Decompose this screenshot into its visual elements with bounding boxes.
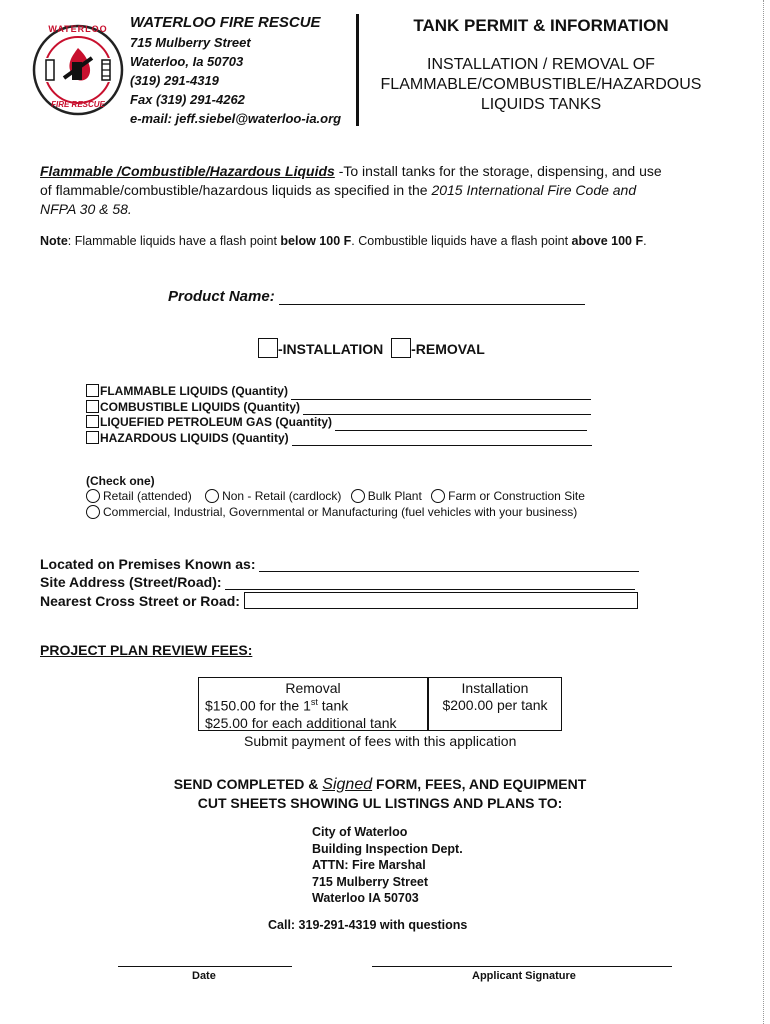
removal-first-text: $150.00 for the 1: [205, 697, 311, 714]
fee-table: [198, 677, 562, 731]
intro-paragraph: [40, 162, 730, 219]
check-one-label: (Check one): [86, 474, 155, 488]
signature-line[interactable]: [372, 966, 672, 967]
type-row: [258, 338, 485, 358]
org-street: 715 Mulberry Street: [130, 35, 251, 50]
org-city: Waterloo, Ia 50703: [130, 54, 244, 69]
page-subtitle-1: INSTALLATION / REMOVAL OF: [427, 56, 655, 73]
check-one-row-2: [86, 505, 577, 519]
org-name: WATERLOO FIRE RESCUE: [130, 14, 321, 31]
flammable-label: FLAMMABLE LIQUIDS (Quantity): [100, 384, 288, 398]
farm-label: Farm or Construction Site: [448, 489, 585, 503]
address-line: 715 Mulberry Street: [312, 874, 429, 889]
radio-bulk-plant[interactable]: [351, 489, 365, 503]
flammable-quantity-field[interactable]: [291, 389, 591, 400]
applicant-signature-label: Applicant Signature: [472, 970, 576, 982]
note-above: above 100 F: [571, 234, 644, 248]
scan-edge: [763, 0, 764, 1024]
note-label: Note: [40, 234, 68, 248]
non-retail-label: Non - Retail (cardlock): [222, 489, 342, 503]
liquids-list: [86, 384, 592, 446]
page-subtitle-2: FLAMMABLE/COMBUSTIBLE/HAZARDOUS: [380, 76, 702, 93]
install-fee: $200.00 per tank: [442, 697, 548, 713]
submit-note: Submit payment of fees with this application: [244, 733, 517, 749]
lpg-checkbox[interactable]: [86, 415, 99, 428]
intro-code-2: NFPA 30 & 58.: [40, 201, 132, 217]
page-title: TANK PERMIT & INFORMATION: [413, 16, 669, 35]
signed-word: Signed: [322, 776, 373, 793]
hazardous-label: HAZARDOUS LIQUIDS (Quantity): [100, 430, 289, 445]
logo-bottom-text: FIRE RESCUE: [51, 100, 105, 109]
premises-field[interactable]: [259, 557, 639, 572]
radio-commercial[interactable]: [86, 505, 100, 519]
retail-label: Retail (attended): [103, 489, 192, 503]
org-fax: Fax (319) 291-4262: [130, 92, 245, 107]
send-line-1: [0, 776, 760, 794]
product-name-label: Product Name:: [168, 288, 275, 305]
send-line-1-a: SEND COMPLETED &: [173, 776, 323, 792]
mailing-address: [312, 824, 463, 907]
install-title: Installation: [461, 680, 529, 696]
intro-code: 2015 International Fire Code and: [431, 182, 637, 198]
intro-text-1: -To install tanks for the storage, dispensing, and use: [334, 163, 662, 179]
fees-heading: PROJECT PLAN REVIEW FEES:: [40, 642, 253, 658]
product-name-field[interactable]: [279, 288, 585, 305]
removal-title: Removal: [285, 680, 341, 696]
removal-first-sup: st: [310, 697, 318, 707]
removal-checkbox[interactable]: [391, 338, 411, 358]
header-divider: [356, 14, 359, 126]
radio-farm[interactable]: [431, 489, 445, 503]
site-address-field[interactable]: [225, 575, 635, 590]
send-line-1-b: FORM, FEES, AND EQUIPMENT: [372, 776, 587, 792]
site-row: [40, 574, 635, 590]
removal-first-suffix: tank: [317, 697, 349, 714]
org-phone: (319) 291-4319: [130, 73, 219, 88]
note-part3: .: [643, 234, 647, 248]
cross-row: [40, 592, 638, 609]
bulk-plant-label: Bulk Plant: [367, 489, 422, 503]
date-line[interactable]: [118, 966, 292, 967]
note-part1: : Flammable liquids have a flash point: [67, 234, 281, 248]
combustible-checkbox[interactable]: [86, 400, 99, 413]
combustible-quantity-field[interactable]: [303, 404, 591, 415]
call-line: Call: 319-291-4319 with questions: [268, 918, 468, 932]
removal-first-fee: [205, 697, 348, 714]
removal-additional-fee: $25.00 for each additional tank: [205, 715, 397, 731]
address-line: Waterloo IA 50703: [312, 891, 419, 905]
radio-non-retail[interactable]: [205, 489, 219, 503]
premises-row: [40, 556, 639, 572]
note-below: below 100 F: [280, 234, 352, 248]
list-item: [86, 384, 592, 400]
page-subtitle-3: LIQUIDS TANKS: [480, 96, 602, 113]
send-line-2: CUT SHEETS SHOWING UL LISTINGS AND PLANS TO:: [197, 795, 563, 811]
intro-text-2: of flammable/combustible/hazardous liquids as specified in the: [40, 182, 432, 198]
cross-street-field[interactable]: [244, 592, 638, 609]
flash-point-note: [40, 234, 740, 248]
list-item: [86, 400, 592, 416]
address-line: City of Waterloo: [312, 825, 408, 839]
lpg-label: LIQUEFIED PETROLEUM GAS (Quantity): [100, 415, 333, 429]
installation-checkbox[interactable]: [258, 338, 278, 358]
hazardous-checkbox[interactable]: [86, 431, 99, 444]
address-line: Building Inspection Dept.: [312, 841, 463, 856]
lpg-quantity-field[interactable]: [335, 420, 587, 431]
premises-label: Located on Premises Known as:: [40, 556, 256, 572]
list-item: [86, 415, 592, 431]
date-label: Date: [192, 970, 216, 982]
list-item: [86, 431, 592, 447]
product-name-row: [168, 288, 585, 305]
combustible-label: COMBUSTIBLE LIQUIDS (Quantity): [100, 399, 300, 414]
installation-label: -INSTALLATION: [278, 341, 384, 357]
cross-label: Nearest Cross Street or Road:: [40, 593, 240, 609]
logo-top-text: WATERLOO: [48, 24, 108, 34]
address-line: ATTN: Fire Marshal: [312, 858, 426, 872]
removal-label: -REMOVAL: [411, 341, 485, 357]
note-part2: . Combustible liquids have a flash point: [351, 234, 572, 248]
hazardous-quantity-field[interactable]: [292, 435, 592, 446]
fire-rescue-logo: [32, 18, 124, 122]
radio-retail[interactable]: [86, 489, 100, 503]
site-label: Site Address (Street/Road):: [40, 574, 222, 590]
commercial-label: Commercial, Industrial, Governmental or Manufacturing (fuel vehicles with your business): [103, 505, 578, 519]
check-one-row-1: [86, 489, 585, 503]
intro-lead: Flammable /Combustible/Hazardous Liquids: [40, 163, 335, 179]
org-email: e-mail: jeff.siebel@waterloo-ia.org: [130, 111, 342, 126]
flammable-checkbox[interactable]: [86, 384, 99, 397]
